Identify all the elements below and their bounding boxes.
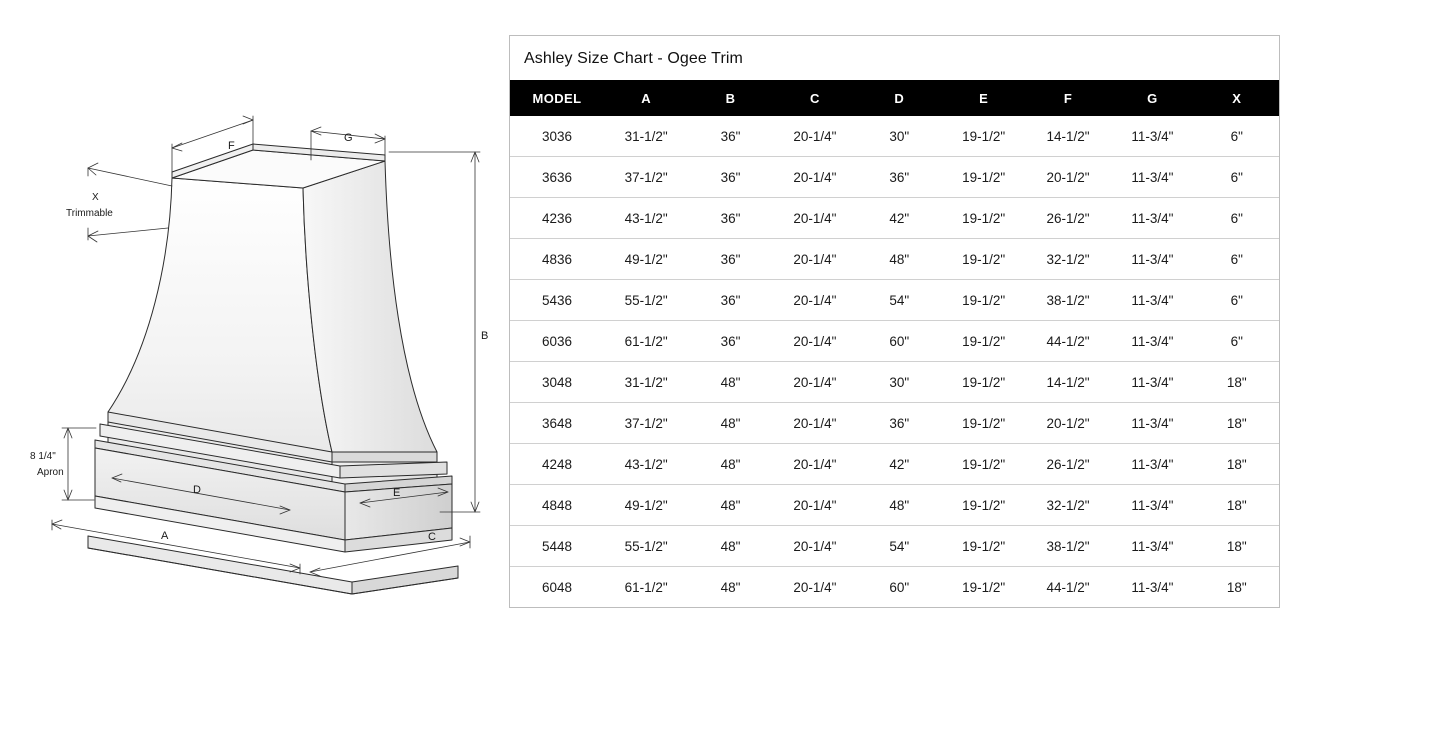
cell-x: 6" [1195, 116, 1279, 157]
cell-x: 18" [1195, 403, 1279, 444]
cell-x: 18" [1195, 567, 1279, 608]
cell-f: 32-1/2" [1026, 239, 1110, 280]
cell-x: 18" [1195, 485, 1279, 526]
table-row [510, 198, 1279, 239]
cell-d: 42" [857, 444, 941, 485]
cell-c: 20-1/4" [773, 157, 857, 198]
cell-f: 44-1/2" [1026, 321, 1110, 362]
cell-e: 19-1/2" [942, 239, 1026, 280]
cell-x: 6" [1195, 239, 1279, 280]
cell-a: 31-1/2" [604, 116, 688, 157]
cell-f: 38-1/2" [1026, 280, 1110, 321]
cell-e: 19-1/2" [942, 567, 1026, 608]
dim-label-f: F [228, 140, 235, 152]
cell-b: 36" [688, 321, 772, 362]
cell-e: 19-1/2" [942, 526, 1026, 567]
cell-b: 36" [688, 198, 772, 239]
table-row [510, 321, 1279, 362]
hood-drawing-panel [0, 0, 500, 745]
range-hood-technical-drawing [0, 0, 500, 745]
dim-label-trimmable: Trimmable [66, 208, 113, 219]
cell-model: 4248 [510, 444, 604, 485]
cell-x: 6" [1195, 280, 1279, 321]
cell-d: 48" [857, 485, 941, 526]
cell-b: 36" [688, 239, 772, 280]
dim-label-g: G [344, 132, 353, 144]
cell-model: 5448 [510, 526, 604, 567]
cell-model: 3648 [510, 403, 604, 444]
cell-b: 48" [688, 362, 772, 403]
cell-a: 43-1/2" [604, 198, 688, 239]
cell-g: 11-3/4" [1110, 116, 1194, 157]
cell-e: 19-1/2" [942, 362, 1026, 403]
cell-g: 11-3/4" [1110, 157, 1194, 198]
cell-x: 6" [1195, 157, 1279, 198]
cell-g: 11-3/4" [1110, 321, 1194, 362]
table-row [510, 526, 1279, 567]
cell-f: 20-1/2" [1026, 157, 1110, 198]
cell-e: 19-1/2" [942, 157, 1026, 198]
dim-label-apron-size: 8 1/4" [30, 451, 56, 462]
cell-f: 44-1/2" [1026, 567, 1110, 608]
column-header-x: X [1195, 80, 1279, 116]
cell-e: 19-1/2" [942, 280, 1026, 321]
cell-g: 11-3/4" [1110, 444, 1194, 485]
cell-d: 30" [857, 116, 941, 157]
cell-model: 4848 [510, 485, 604, 526]
cell-a: 37-1/2" [604, 403, 688, 444]
table-row [510, 239, 1279, 280]
cell-d: 42" [857, 198, 941, 239]
cell-d: 48" [857, 239, 941, 280]
cell-d: 36" [857, 157, 941, 198]
cell-c: 20-1/4" [773, 403, 857, 444]
dim-line-f [172, 120, 253, 148]
cell-b: 48" [688, 485, 772, 526]
cell-g: 11-3/4" [1110, 198, 1194, 239]
table-header-row [510, 80, 1279, 116]
cell-e: 19-1/2" [942, 116, 1026, 157]
cell-d: 54" [857, 526, 941, 567]
cell-model: 3636 [510, 157, 604, 198]
cell-c: 20-1/4" [773, 198, 857, 239]
table-row [510, 116, 1279, 157]
arrow-f-left [172, 143, 182, 151]
column-header-b: B [688, 80, 772, 116]
dim-label-apron-word: Apron [37, 467, 64, 478]
cell-c: 20-1/4" [773, 280, 857, 321]
arrow-x-bottom [88, 231, 98, 242]
cell-g: 11-3/4" [1110, 403, 1194, 444]
cell-a: 55-1/2" [604, 526, 688, 567]
table-row [510, 567, 1279, 608]
size-chart-panel [509, 35, 1280, 608]
cell-e: 19-1/2" [942, 485, 1026, 526]
cell-model: 4836 [510, 239, 604, 280]
cell-c: 20-1/4" [773, 362, 857, 403]
cell-g: 11-3/4" [1110, 280, 1194, 321]
cell-a: 61-1/2" [604, 321, 688, 362]
cell-f: 14-1/2" [1026, 362, 1110, 403]
cell-d: 30" [857, 362, 941, 403]
column-header-g: G [1110, 80, 1194, 116]
cell-a: 49-1/2" [604, 485, 688, 526]
dim-label-x: X [92, 192, 99, 203]
cell-x: 6" [1195, 321, 1279, 362]
cell-a: 31-1/2" [604, 362, 688, 403]
table-row [510, 280, 1279, 321]
cell-a: 37-1/2" [604, 157, 688, 198]
cell-b: 36" [688, 280, 772, 321]
cell-f: 26-1/2" [1026, 444, 1110, 485]
cell-b: 48" [688, 567, 772, 608]
dim-label-e: E [393, 487, 401, 499]
size-chart-table [510, 80, 1279, 607]
table-row [510, 485, 1279, 526]
cell-b: 36" [688, 116, 772, 157]
cell-model: 4236 [510, 198, 604, 239]
table-row [510, 444, 1279, 485]
column-header-d: D [857, 80, 941, 116]
cell-c: 20-1/4" [773, 567, 857, 608]
cell-c: 20-1/4" [773, 526, 857, 567]
cell-model: 5436 [510, 280, 604, 321]
cell-f: 14-1/2" [1026, 116, 1110, 157]
table-row [510, 157, 1279, 198]
cell-e: 19-1/2" [942, 198, 1026, 239]
dim-label-c: C [428, 531, 436, 543]
cell-f: 20-1/2" [1026, 403, 1110, 444]
cell-d: 60" [857, 321, 941, 362]
cell-a: 61-1/2" [604, 567, 688, 608]
cell-f: 32-1/2" [1026, 485, 1110, 526]
cell-a: 55-1/2" [604, 280, 688, 321]
cell-b: 48" [688, 526, 772, 567]
cell-c: 20-1/4" [773, 485, 857, 526]
cell-g: 11-3/4" [1110, 239, 1194, 280]
cell-c: 20-1/4" [773, 321, 857, 362]
column-header-c: C [773, 80, 857, 116]
dim-label-a: A [161, 530, 169, 542]
cell-model: 3036 [510, 116, 604, 157]
cell-b: 48" [688, 403, 772, 444]
table-row [510, 362, 1279, 403]
cell-d: 60" [857, 567, 941, 608]
dim-label-d: D [193, 484, 201, 496]
cell-e: 19-1/2" [942, 403, 1026, 444]
cell-g: 11-3/4" [1110, 362, 1194, 403]
cell-x: 6" [1195, 198, 1279, 239]
cell-c: 20-1/4" [773, 239, 857, 280]
cell-f: 26-1/2" [1026, 198, 1110, 239]
cell-model: 6048 [510, 567, 604, 608]
cell-model: 6036 [510, 321, 604, 362]
chart-title: Ashley Size Chart - Ogee Trim [524, 50, 743, 67]
dim-line-x-top [88, 168, 172, 186]
column-header-e: E [942, 80, 1026, 116]
column-header-f: F [1026, 80, 1110, 116]
cell-c: 20-1/4" [773, 116, 857, 157]
cell-b: 48" [688, 444, 772, 485]
cell-a: 49-1/2" [604, 239, 688, 280]
cell-x: 18" [1195, 444, 1279, 485]
cell-g: 11-3/4" [1110, 485, 1194, 526]
dim-label-b: B [481, 330, 489, 342]
table-row [510, 403, 1279, 444]
cell-a: 43-1/2" [604, 444, 688, 485]
cell-c: 20-1/4" [773, 444, 857, 485]
cell-x: 18" [1195, 362, 1279, 403]
size-chart-head [510, 80, 1279, 116]
column-header-a: A [604, 80, 688, 116]
size-chart-body [510, 116, 1279, 607]
cell-model: 3048 [510, 362, 604, 403]
cell-g: 11-3/4" [1110, 567, 1194, 608]
apron-moulding-1-side [332, 452, 437, 462]
cell-b: 36" [688, 157, 772, 198]
dim-line-x-bottom [88, 228, 168, 236]
cell-e: 19-1/2" [942, 444, 1026, 485]
cell-d: 54" [857, 280, 941, 321]
cell-g: 11-3/4" [1110, 526, 1194, 567]
cell-x: 18" [1195, 526, 1279, 567]
cell-d: 36" [857, 403, 941, 444]
cell-e: 19-1/2" [942, 321, 1026, 362]
column-header-model: MODEL [510, 80, 604, 116]
cell-f: 38-1/2" [1026, 526, 1110, 567]
